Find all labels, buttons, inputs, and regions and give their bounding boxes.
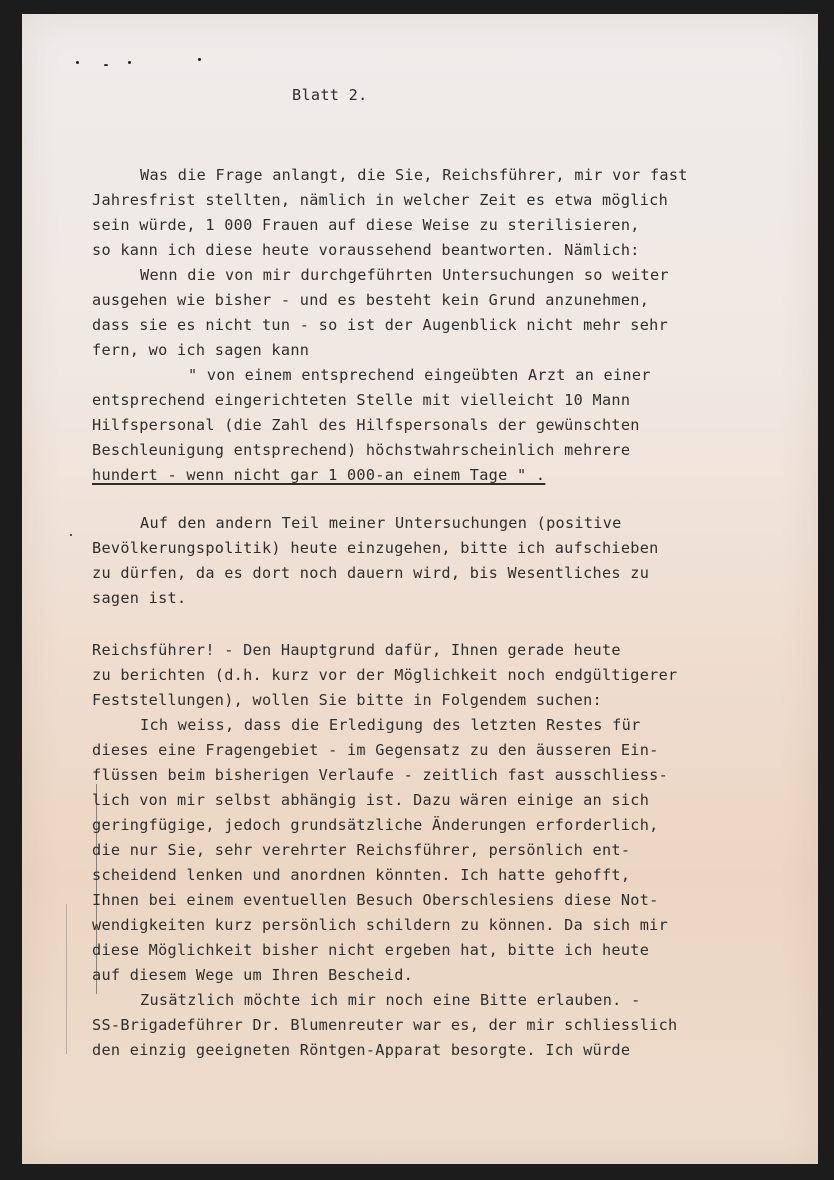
text-line: die nur Sie, sehr verehrter Reichsführer, persönlich ent- — [92, 841, 631, 859]
quote-line: " von einem entsprechend eingeübten Arzt an einer — [188, 366, 651, 384]
text-line: dass sie es nicht tun - so ist der Augenblick nicht mehr sehr — [92, 316, 669, 334]
quote-line: entsprechend eingerichteten Stelle mit vielleicht 10 Mann — [92, 391, 631, 409]
text-line: Feststellungen), wollen Sie bitte in Folgendem suchen: — [92, 691, 602, 709]
text-line: flüssen beim bisherigen Verlaufe - zeitlich fast ausschliess- — [92, 766, 669, 784]
text-line: Was die Frage anlangt, die Sie, Reichsführer, mir vor fast — [140, 166, 688, 184]
text-line: Bevölkerungspolitik) heute einzugehen, bitte ich aufschieben — [92, 539, 659, 557]
document-page — [22, 14, 818, 1164]
text-line: so kann ich diese heute voraussehend beantworten. Nämlich: — [92, 241, 640, 259]
text-line: sein würde, 1 000 Frauen auf diese Weise zu sterilisieren, — [92, 216, 640, 234]
text-line: zu berichten (d.h. kurz vor der Möglichkeit noch endgültigerer — [92, 666, 678, 684]
text-line: wendigkeiten kurz persönlich schildern zu können. Da sich mir — [92, 916, 669, 934]
text-line: ausgehen wie bisher - und es besteht kein Grund anzunehmen, — [92, 291, 650, 309]
text-line: scheidend lenken und anordnen könnten. Ich hatte gehofft, — [92, 866, 631, 884]
text-line: SS-Brigadeführer Dr. Blumenreuter war es, der mir schliesslich — [92, 1016, 678, 1034]
text-line: Zusätzlich möchte ich mir noch eine Bitte erlauben. - — [140, 991, 641, 1009]
text-line: Reichsführer! - Den Hauptgrund dafür, Ihnen gerade heute — [92, 641, 621, 659]
quote-line: Beschleunigung entsprechend) höchstwahrscheinlich mehrere — [92, 441, 631, 459]
quote-line: Hilfspersonal (die Zahl des Hilfspersonals der gewünschten — [92, 416, 640, 434]
text-line: Wenn die von mir durchgeführten Untersuchungen so weiter — [140, 266, 669, 284]
text-line: auf diesem Wege um Ihren Bescheid. — [92, 966, 414, 984]
text-line: Jahresfrist stellten, nämlich in welcher Zeit es etwa möglich — [92, 191, 669, 209]
text-line: geringfügige, jedoch grundsätzliche Änderungen erforderlich, — [92, 816, 659, 834]
text-line: lich von mir selbst abhängig ist. Dazu wären einige an sich — [92, 791, 650, 809]
text-line: den einzig geeigneten Röntgen-Apparat besorgte. Ich würde — [92, 1041, 631, 1059]
text-line: diese Möglichkeit bisher nicht ergeben hat, bitte ich heute — [92, 941, 650, 959]
text-line: dieses eine Fragengebiet - im Gegensatz zu den äusseren Ein- — [92, 741, 659, 759]
text-line: Ihnen bei einem eventuellen Besuch Oberschlesiens diese Not- — [92, 891, 659, 909]
text-line: sagen ist. — [92, 589, 187, 607]
text-line: zu dürfen, da es dort noch dauern wird, bis Wesentliches zu — [92, 564, 650, 582]
margin-pen-mark-faint — [66, 904, 67, 1054]
quote-line: hundert - wenn nicht gar 1 000-an einem Tage " . — [92, 466, 546, 484]
text-line: Ich weiss, dass die Erledigung des letzten Restes für — [140, 716, 641, 734]
page-header: Blatt 2. — [292, 86, 368, 104]
text-line: Auf den andern Teil meiner Untersuchungen (positive — [140, 514, 622, 532]
text-line: fern, wo ich sagen kann — [92, 341, 310, 359]
